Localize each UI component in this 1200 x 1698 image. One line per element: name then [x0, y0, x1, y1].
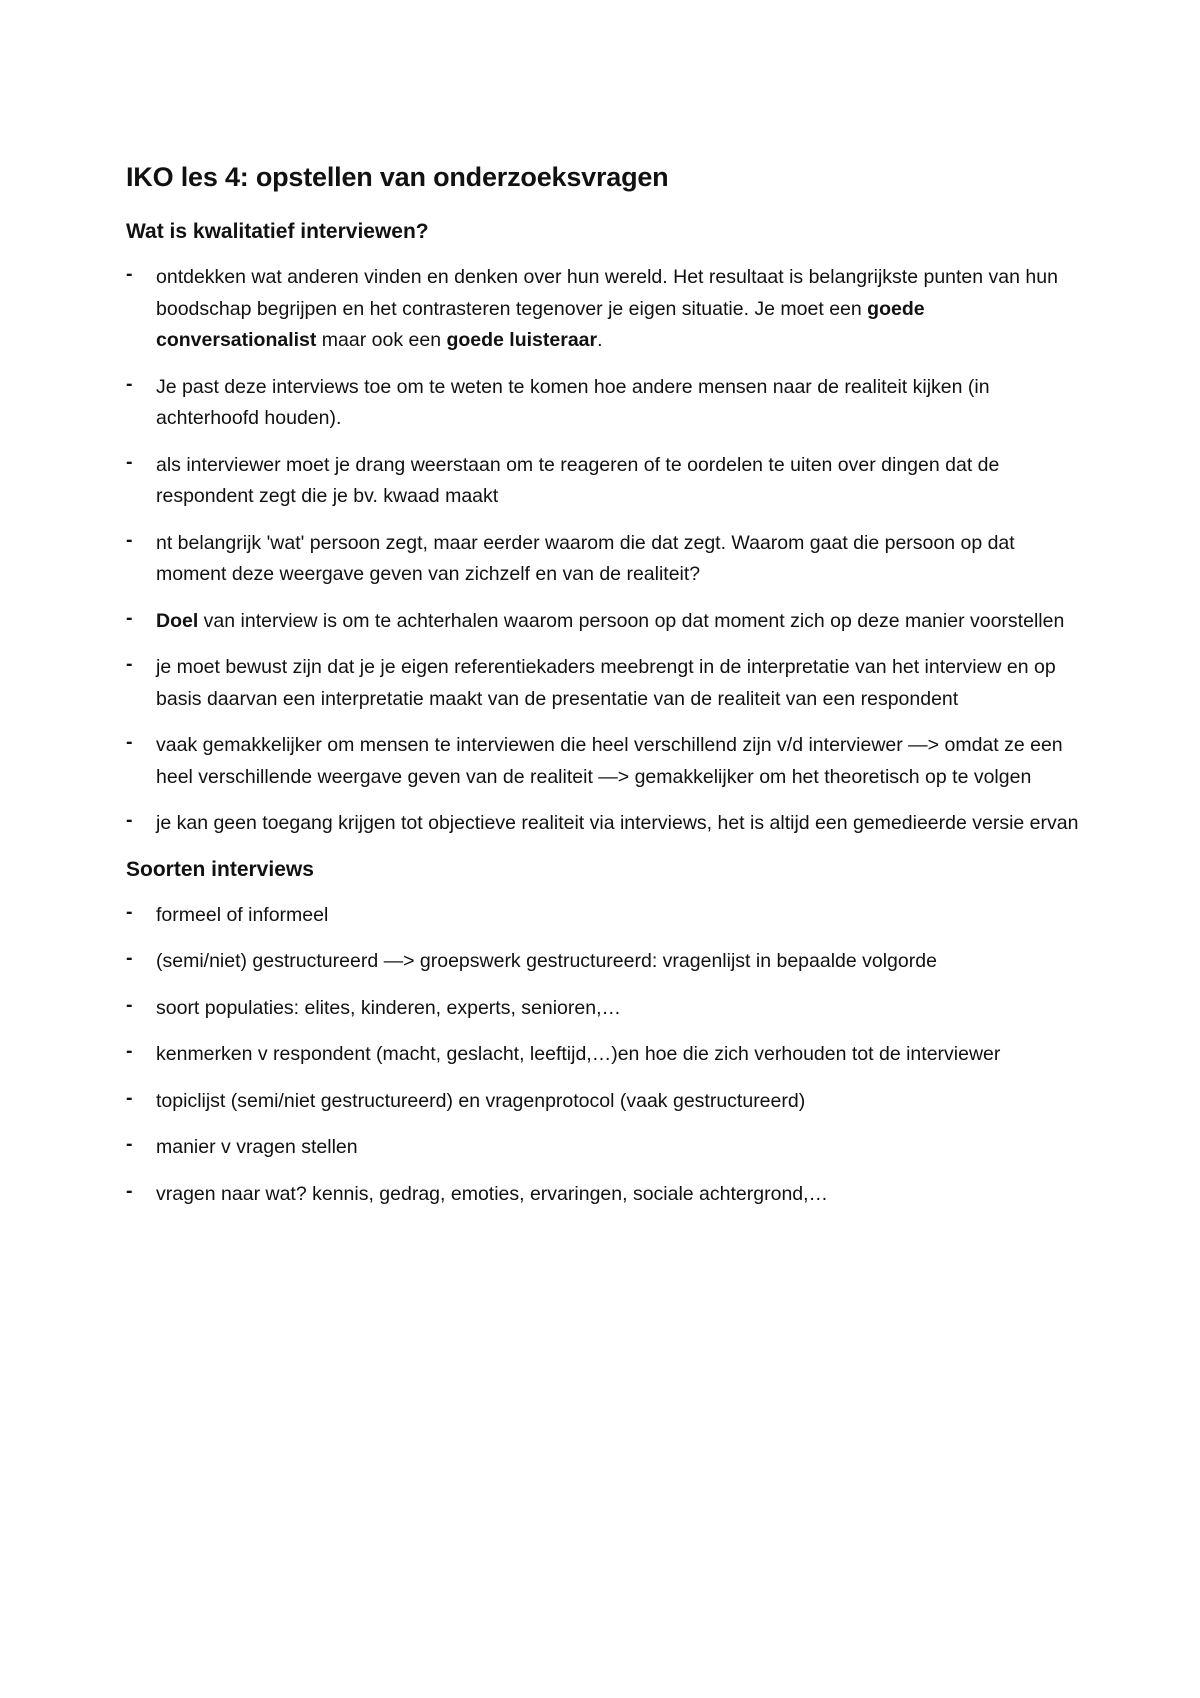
- list-item: - soort populaties: elites, kinderen, experts, senioren,…: [126, 993, 1086, 1025]
- bullet-list-soorten: [126, 900, 1086, 1211]
- list-item: - ontdekken wat anderen vinden en denken over hun wereld. Het resultaat is belangrijkste punten van hun boodschap begrijpen en het contrasteren tegenover je eigen situatie. Je moet een goede conversationalist maar ook een goede luisteraar.: [126, 262, 1086, 357]
- bullet-dash: -: [126, 653, 133, 675]
- bullet-dash: -: [126, 731, 133, 753]
- bullet-dash: -: [126, 528, 133, 551]
- bullet-dash: -: [126, 993, 133, 1016]
- list-item: - nt belangrijk 'wat' persoon zegt, maar eerder waarom die dat zegt. Waarom gaat die persoon op dat moment deze weergave geven van zichzelf en van de realiteit?: [126, 528, 1086, 591]
- list-item: - manier v vragen stellen: [126, 1132, 1086, 1164]
- bold-text: goede luisteraar: [446, 329, 598, 351]
- bullet-dash: -: [126, 1133, 133, 1155]
- bullet-list-kwalitatief: [126, 262, 1086, 840]
- section-heading-soorten: Soorten interviews: [126, 857, 314, 881]
- bullet-dash: -: [126, 606, 133, 629]
- list-item: - (semi/niet) gestructureerd —> groepswerk gestructureerd: vragenlijst in bepaalde volgorde: [126, 946, 1086, 978]
- document-page: [126, 160, 1086, 1225]
- document-title: IKO les 4: opstellen van onderzoeksvragen: [126, 162, 669, 192]
- bullet-dash: -: [126, 1040, 133, 1062]
- list-item: - vragen naar wat? kennis, gedrag, emoties, ervaringen, sociale achtergrond,…: [126, 1179, 1086, 1211]
- list-item: - topiclijst (semi/niet gestructureerd) en vragenprotocol (vaak gestructureerd): [126, 1086, 1086, 1118]
- list-item: - je moet bewust zijn dat je je eigen referentiekaders meebrengt in de interpretatie van het interview en op basis daarvan een interpretatie maakt van de presentatie van de realiteit van een respondent: [126, 652, 1086, 715]
- list-item: - formeel of informeel: [126, 900, 1086, 932]
- list-item: - Je past deze interviews toe om te weten te komen hoe andere mensen naar de realiteit kijken (in achterhoofd houden).: [126, 372, 1086, 435]
- section-heading-kwalitatief: Wat is kwalitatief interviewen?: [126, 220, 429, 243]
- list-item: - als interviewer moet je drang weerstaan om te reageren of te oordelen te uiten over dingen dat de respondent zegt die je bv. kwaad maakt: [126, 450, 1086, 513]
- bullet-dash: -: [126, 947, 133, 969]
- bold-text: Doel: [156, 609, 199, 632]
- list-item: - je kan geen toegang krijgen tot objectieve realiteit via interviews, het is altijd een gemedieerde versie ervan: [126, 808, 1086, 840]
- bullet-dash: -: [126, 450, 133, 473]
- bullet-dash: -: [126, 1179, 133, 1202]
- list-item: - vaak gemakkelijker om mensen te interviewen die heel verschillend zijn v/d interviewer —> omdat ze een heel verschillende weergave geven van de realiteit —> gemakkelijker om het theoretisch op te volgen: [126, 730, 1086, 793]
- bullet-dash: -: [126, 372, 133, 395]
- list-item: - kenmerken v respondent (macht, geslacht, leeftijd,…)en hoe die zich verhouden tot de interviewer: [126, 1039, 1086, 1071]
- bullet-dash: -: [126, 809, 133, 831]
- bold-text: goede conversationalist: [156, 297, 925, 351]
- bullet-dash: -: [126, 263, 133, 285]
- list-item: - Doel van interview is om te achterhalen waarom persoon op dat moment zich op deze manier voorstellen: [126, 606, 1086, 638]
- bullet-dash: -: [126, 1086, 133, 1109]
- bullet-dash: -: [126, 900, 133, 923]
